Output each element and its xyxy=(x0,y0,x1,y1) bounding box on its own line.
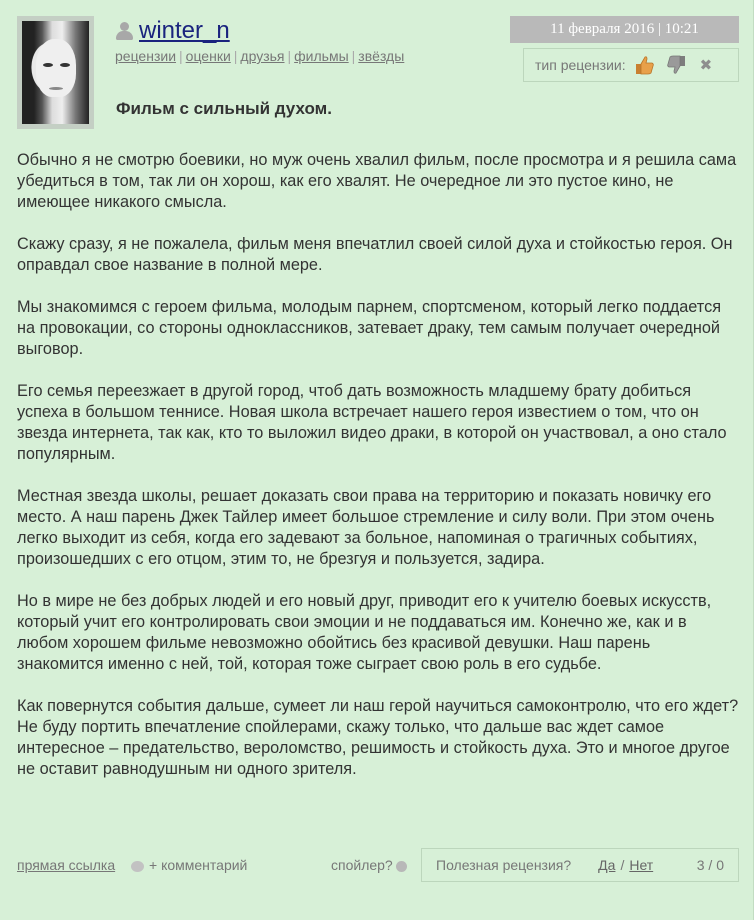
close-icon[interactable]: ✖ xyxy=(699,57,713,74)
user-icon xyxy=(115,21,133,41)
avatar[interactable] xyxy=(17,16,94,129)
review-footer xyxy=(0,848,754,882)
avatar-image xyxy=(22,21,89,124)
spoiler-toggle[interactable] xyxy=(331,857,407,873)
link-ratings[interactable]: оценки xyxy=(185,48,231,64)
thumbs-down-icon[interactable] xyxy=(665,54,687,76)
useful-question: Полезная рецензия? xyxy=(436,857,572,873)
link-stars[interactable]: звёзды xyxy=(358,48,405,64)
useful-no-button[interactable]: Нет xyxy=(629,857,654,873)
username-link[interactable]: winter_n xyxy=(139,17,230,44)
user-row xyxy=(115,17,230,45)
review-paragraph: Обычно я не смотрю боевики, но муж очень хвалил фильм, после просмотра и я решила сама убедиться в том, так ли он хорош, как его хвалят. Не очередное ли это пустое кино, не имеющее никакого смысла. xyxy=(17,151,737,211)
review-type-box xyxy=(523,48,739,82)
useful-yes-button[interactable]: Да xyxy=(598,857,616,873)
add-comment-label: + комментарий xyxy=(149,857,248,873)
review-paragraph: Но в мире не без добрых людей и его новый друг, приводит его к учителю боевых искусств, который учит его контролировать свои эмоции и не поддаваться им. Конечно же, как и в любом хорошем фильме невозможно обойтись без красивой девушки. Наш парень знакомится именно с ней, той, которая тоже сыграет свою роль в его судьбе. xyxy=(17,592,712,673)
review-paragraph: Мы знакомимся с героем фильма, молодым парнем, спортсменом, который легко поддается на провокации, со стороны одноклассников, затевает драку, тем самым получает очередной выговор. xyxy=(17,298,722,358)
review-paragraph: Скажу сразу, я не пожалела, фильм меня впечатлил своей силой духа и стойкостью героя. Он оправдал свое название в полной мере. xyxy=(17,235,733,274)
review-paragraph: Как повернутся события дальше, сумеет ли наш герой научиться самоконтролю, что его ждет? Не буду портить впечатление спойлерами, скажу только, что дальше вас ждет самое интересное – предательство, вероломство, решимость и стойкость духа. Это и многое другое не оставит равнодушным ни одного зрителя. xyxy=(17,697,739,778)
add-comment-link[interactable] xyxy=(131,857,247,873)
link-reviews[interactable]: рецензии xyxy=(115,48,177,64)
useful-score: 3 / 0 xyxy=(696,857,724,873)
link-films[interactable]: фильмы xyxy=(294,48,349,64)
review-paragraph: Местная звезда школы, решает доказать свои права на территорию и показать новичку его место. А наш парень Джек Тайлер имеет большое стремление и силу воли. При этом очень легко выходит из себя, когда его задевают за больное, напоминая о трагичных событиях, произошедших с его отцом, этим то, не брезгуя и пользуется, задира. xyxy=(17,487,715,568)
comment-bubble-icon xyxy=(131,861,144,872)
review-body xyxy=(17,150,739,801)
review-date: 11 февраля 2016 | 10:21 xyxy=(510,16,739,43)
useful-review-box xyxy=(421,848,739,882)
spoiler-dot-icon xyxy=(396,861,407,872)
profile-links: рецензии | оценки | друзья | фильмы | звёзды xyxy=(115,48,405,64)
review-type-label: тип рецензии: xyxy=(535,57,626,73)
thumbs-up-icon[interactable] xyxy=(634,54,656,76)
permalink[interactable]: прямая ссылка xyxy=(17,857,116,873)
useful-separator: / xyxy=(620,857,625,873)
link-friends[interactable]: друзья xyxy=(240,48,285,64)
spoiler-label: спойлер? xyxy=(331,857,393,873)
review-title: Фильм с сильный духом. xyxy=(116,99,332,118)
review-paragraph: Его семья переезжает в другой город, чтоб дать возможность младшему брату добиться успеха в большом теннисе. Новая школа встречает нашего героя известием о том, что он звезда интернета, так как, кто то выложил видео драки, в которой он участвовал, а оно стало популярным. xyxy=(17,382,727,463)
